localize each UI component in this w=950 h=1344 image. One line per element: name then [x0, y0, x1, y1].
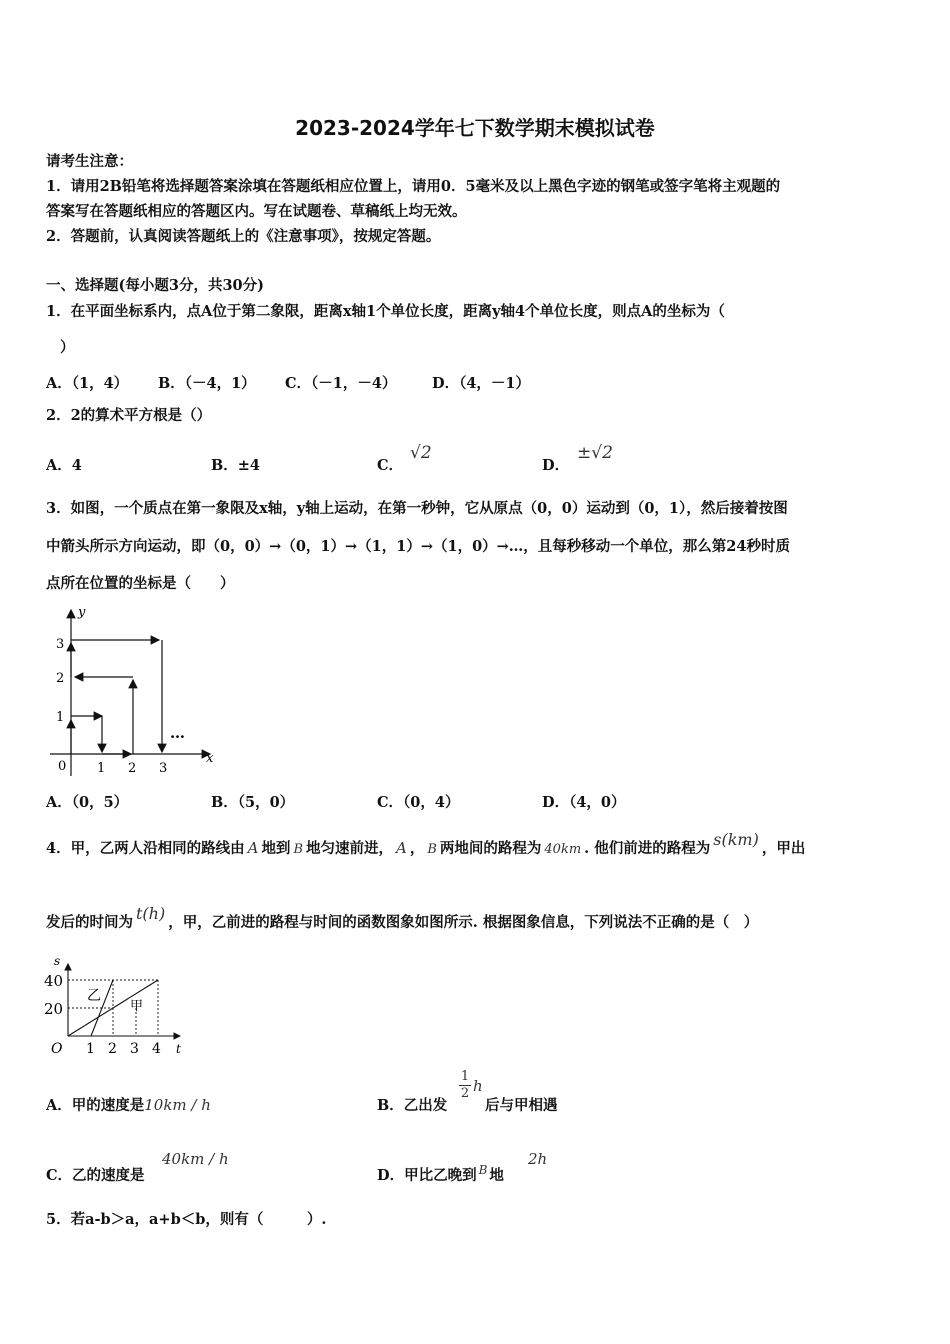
q4-option-d-di: 地: [489, 1167, 504, 1184]
notice-line-2: 2．答题前，认真阅读答题纸上的《注意事项》，按规定答题。: [46, 228, 441, 245]
q4-label-jia: 甲: [130, 999, 144, 1014]
q4-option-b-numerator: 1: [460, 1069, 470, 1084]
q1-option-a: A．（1，4）: [46, 375, 129, 392]
q5-stem: 5．若a-b＞a，a+b＜b，则有（ ）.: [46, 1211, 327, 1228]
q4-option-b-text: B．乙出发: [377, 1097, 448, 1114]
q3-x-tick-1: 1: [97, 761, 106, 776]
q2-option-c: C．: [377, 457, 404, 474]
q1-stem-line1: 1．在平面坐标系内，点A位于第二象限，距离x轴1个单位长度，距离y轴4个单位长度，则点A的坐标为（: [46, 303, 725, 320]
q4-point-b2: B: [427, 842, 437, 857]
q4-option-d-math: 2h: [528, 1150, 548, 1168]
q4-stem-line1: [46, 830, 806, 860]
q4-stem-part6: ，甲出: [761, 840, 806, 857]
q4-point-a2: A: [396, 839, 407, 857]
q4-label-yi: 乙: [87, 988, 101, 1004]
q2-stem: 2．2的算术平方根是（）: [46, 407, 212, 424]
q3-origin-label: 0: [58, 759, 67, 774]
q4-stem-line2: [46, 904, 759, 933]
q2-option-c-math: √2: [410, 443, 432, 463]
q4-graph: [40, 952, 200, 1064]
q4-option-a-math: 10km / h: [144, 1096, 211, 1114]
q4-option-b: [377, 1094, 447, 1115]
q4-stem-part7: 发后的时间为: [46, 914, 133, 931]
q3-option-b: B．（5，0）: [211, 794, 295, 811]
q3-stem-line3: 点所在位置的坐标是（ ）: [46, 575, 235, 592]
q3-option-d: D．（4，0）: [542, 794, 626, 811]
q4-s-label: s: [54, 954, 61, 968]
q3-y-tick-2: 2: [56, 671, 65, 686]
q4-stem-part2: 地到: [261, 840, 291, 857]
q4-y-tick-40: 40: [44, 972, 64, 990]
q1-option-c: C．（－1，－4）: [285, 375, 397, 392]
q3-x-label: x: [206, 751, 214, 766]
q4-x-tick-3: 3: [130, 1041, 139, 1057]
q3-y-tick-1: 1: [56, 710, 65, 725]
q4-origin: O: [51, 1041, 63, 1057]
notice-line-1b: 答案写在答题纸相应的答题区内。写在试题卷、草稿纸上均无效。: [46, 203, 467, 220]
q4-point-b: B: [293, 842, 303, 857]
q2-option-d-math: ±√2: [577, 443, 613, 463]
q4-stem-part4: 两地间的路程为: [439, 840, 542, 857]
q3-figure: [40, 600, 230, 780]
q4-t-label: t: [176, 1042, 181, 1056]
q4-stem-part3: 地匀速前进，: [306, 840, 393, 857]
q4-option-d: [377, 1164, 504, 1185]
q4-option-d-text: D．甲比乙晚到: [377, 1167, 477, 1184]
q4-stem-part1: 4．甲，乙两人沿相同的路线由: [46, 840, 245, 857]
q3-x-tick-3: 3: [159, 761, 168, 776]
q4-point-a: A: [247, 839, 259, 857]
q4-option-a: [46, 1094, 211, 1115]
q4-distance: 40km: [544, 842, 582, 857]
q4-x-tick-1: 1: [86, 1041, 95, 1057]
exam-title: 2023-2024学年七下数学期末模拟试卷: [295, 116, 655, 140]
q3-stem-line1: 3．如图，一个质点在第一象限及x轴，y轴上运动，在第一秒钟，它从原点（0，0）运动到（0，1），然后接着按图: [46, 500, 788, 517]
q4-stem-part8: ，甲，乙前进的路程与时间的函数图象如图所示. 根据图象信息，下列说法不正确的是（ ）: [168, 914, 759, 931]
q1-option-b: B．（－4，1）: [158, 375, 256, 392]
q4-option-a-text: A．甲的速度是: [46, 1097, 145, 1114]
notice-line-1a: 1．请用2B铅笔将选择题答案涂填在答题纸相应位置上，请用0．5毫米及以上黑色字迹的钢笔或签字笔将主观题的: [46, 178, 781, 195]
q3-ellipsis: …: [170, 724, 185, 742]
q2-option-d: D．: [542, 457, 570, 474]
q1-option-d: D．（4，－1）: [432, 375, 531, 392]
q4-stem-part5: . 他们前进的路程为: [584, 840, 711, 857]
q3-x-tick-2: 2: [128, 761, 137, 776]
q3-y-label: y: [78, 605, 86, 620]
q3-y-tick-3: 3: [56, 637, 65, 652]
q4-option-b-tail: 后与甲相遇: [485, 1097, 558, 1114]
q4-s-km: s(km): [713, 830, 759, 849]
q3-option-a: A．（0，5）: [46, 794, 129, 811]
q4-t-h: t(h): [136, 904, 166, 923]
q3-option-c: C．（0，4）: [377, 794, 460, 811]
q2-option-a: A．4: [46, 457, 82, 474]
q4-stem-sep: ，: [409, 840, 425, 857]
q4-x-tick-4: 4: [152, 1041, 161, 1057]
q4-option-b-fraction: [459, 1069, 471, 1102]
q4-y-tick-20: 20: [44, 1000, 64, 1018]
q4-x-tick-2: 2: [108, 1041, 117, 1057]
notice-heading: 请考生注意：: [46, 153, 133, 170]
q1-stem-line2: ）: [60, 339, 75, 356]
q4-option-d-b: B: [478, 1163, 488, 1177]
q4-option-b-denominator: 2: [460, 1086, 470, 1101]
q4-option-c-math: 40km / h: [162, 1150, 229, 1168]
q2-option-b: B．±4: [211, 457, 260, 474]
q3-stem-line2: 中箭头所示方向运动，即（0，0）→（0，1）→（1，1）→（1，0）→…，且每秒移动一个单位，那么第24秒时质: [46, 538, 790, 555]
q4-option-b-hour: h: [473, 1077, 483, 1095]
section-heading: 一、选择题(每小题3分，共30分): [46, 277, 264, 294]
q4-option-c: C．乙的速度是: [46, 1167, 145, 1184]
